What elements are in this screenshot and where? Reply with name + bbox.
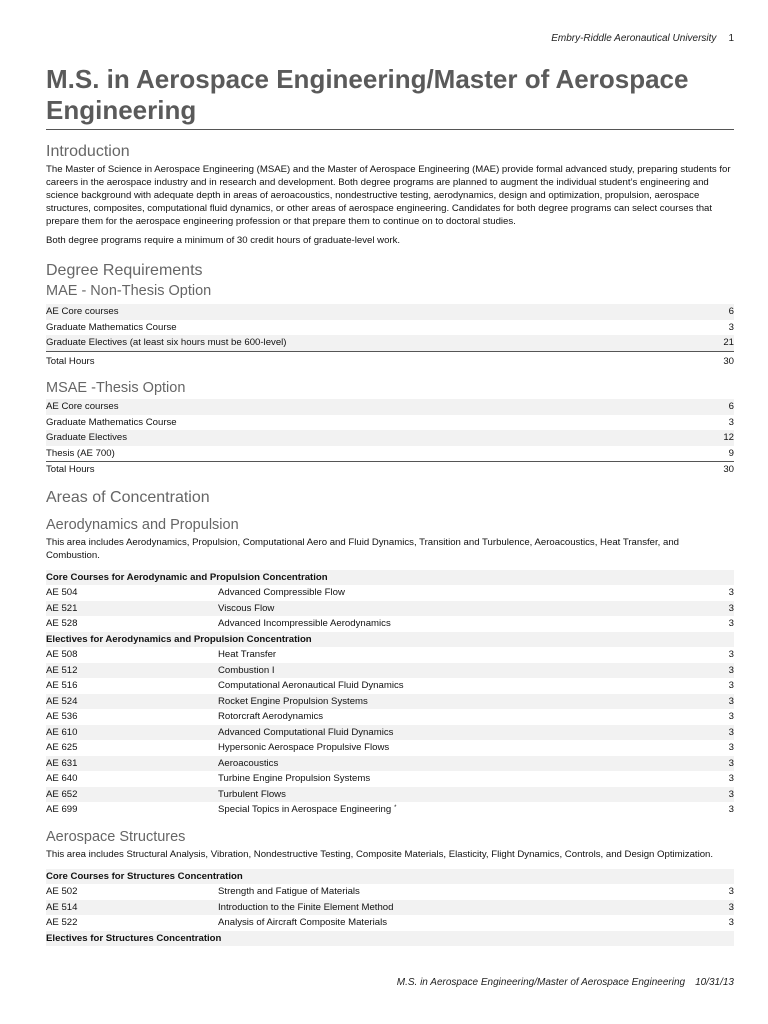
aero-elec-header-row xyxy=(46,632,734,648)
requirement-label: Graduate Mathematics Course xyxy=(46,416,177,428)
course-code: AE 502 xyxy=(46,886,78,897)
course-code: AE 521 xyxy=(46,601,218,617)
course-row xyxy=(46,787,734,803)
course-row xyxy=(46,802,734,818)
course-hours: 3 xyxy=(720,787,734,803)
aero-core-header-row xyxy=(46,570,734,586)
course-name: Hypersonic Aerospace Propulsive Flows xyxy=(218,742,390,753)
course-code: AE 652 xyxy=(46,787,218,803)
course-name: Turbine Engine Propulsion Systems xyxy=(218,773,371,784)
course-row xyxy=(46,694,734,710)
course-hours: 3 xyxy=(720,694,734,710)
course-name: Special Topics in Aerospace Engineering * xyxy=(218,804,397,815)
requirement-row xyxy=(46,335,734,351)
course-row xyxy=(46,771,734,787)
requirement-row xyxy=(46,399,734,415)
course-code: AE 640 xyxy=(46,773,78,784)
mae-total-row xyxy=(46,351,734,369)
course-name: Turbulent Flows xyxy=(218,787,720,803)
course-code: AE 514 xyxy=(46,900,218,916)
course-code: AE 516 xyxy=(46,680,78,691)
aero-core-header: Core Courses for Aerodynamic and Propulsion Concentration xyxy=(46,570,734,586)
page-title: M.S. in Aerospace Engineering/Master of Aerospace Engineering xyxy=(46,64,689,125)
course-code: AE 512 xyxy=(46,663,218,679)
title-divider xyxy=(46,129,734,130)
requirement-row xyxy=(46,304,734,320)
total-label: Total Hours xyxy=(46,351,705,369)
page-number: 1 xyxy=(728,33,734,44)
structures-description: This area includes Structural Analysis, Vibration, Nondestructive Testing, Composite Materials, Elasticity, Flight Dynamics, Controls, and Design Optimization. xyxy=(46,848,714,860)
requirement-row xyxy=(46,415,734,431)
course-hours: 3 xyxy=(728,917,734,928)
requirement-hours: 6 xyxy=(705,304,734,320)
course-hours: 3 xyxy=(728,804,734,815)
course-code: AE 528 xyxy=(46,618,78,629)
requirement-row xyxy=(46,446,734,462)
course-hours: 3 xyxy=(728,649,734,660)
requirement-hours: 3 xyxy=(728,321,734,333)
course-name: Advanced Compressible Flow xyxy=(218,587,345,598)
requirement-label: AE Core courses xyxy=(46,399,682,415)
total-hours: 30 xyxy=(682,462,734,478)
course-code: AE 610 xyxy=(46,725,218,741)
requirement-hours: 12 xyxy=(682,430,734,446)
course-row xyxy=(46,709,734,725)
course-name: Heat Transfer xyxy=(218,649,277,660)
course-row xyxy=(46,915,734,931)
course-row xyxy=(46,616,734,632)
aero-elec-header: Electives for Aerodynamics and Propulsion Concentration xyxy=(46,632,734,648)
course-row xyxy=(46,900,734,916)
requirement-hours: 6 xyxy=(682,399,734,415)
course-row xyxy=(46,740,734,756)
aero-description: This area includes Aerodynamics, Propulsion, Computational Aero and Fluid Dynamics, Transition and Turbulence, Aeroacoustics, Heat Transfer, and Combustion. xyxy=(46,536,679,561)
course-hours: 3 xyxy=(728,680,734,691)
footnote-marker: * xyxy=(394,805,397,811)
requirement-label: Thesis (AE 700) xyxy=(46,447,115,459)
concentrations-heading: Areas of Concentration xyxy=(46,488,210,506)
course-name: Rotorcraft Aerodynamics xyxy=(218,711,324,722)
msae-requirements-table xyxy=(46,399,734,478)
course-hours: 3 xyxy=(720,725,734,741)
degree-requirements-heading: Degree Requirements xyxy=(46,262,203,279)
course-code: AE 524 xyxy=(46,694,218,710)
structures-core-header-row xyxy=(46,869,734,885)
structures-elec-header-row xyxy=(46,931,734,947)
intro-credit-paragraph: Both degree programs require a minimum of 30 credit hours of graduate-level work. xyxy=(46,235,401,246)
course-hours: 3 xyxy=(719,900,734,916)
course-hours: 3 xyxy=(720,756,734,772)
aero-courses-table xyxy=(46,570,734,818)
course-code: AE 625 xyxy=(46,742,78,753)
course-code: AE 699 xyxy=(46,804,78,815)
intro-paragraph: The Master of Science in Aerospace Engineering (MSAE) and the Master of Aerospace Engineering (MAE) provide formal advanced study, preparing students for careers in the aerospace industry and in research and development. Both degree programs are planned to augment the individual student’s engineering and science background with adequate depth in areas of aeroacoustics, nondestructive testing, aerodynamics, design and optimization, propulsion, aerospace structures, composites, computational fluid dynamics, or other areas of aerospace engineering. Candidates for both degree programs can select courses that prepare them for the aerospace engineering profession or that prepare them to continue on to doctoral studies. xyxy=(46,164,731,227)
structures-core-header: Core Courses for Structures Concentration xyxy=(46,869,734,885)
requirement-hours: 3 xyxy=(728,416,734,428)
course-name: Introduction to the Finite Element Method xyxy=(218,900,719,916)
requirement-label: Graduate Electives xyxy=(46,430,682,446)
course-name: Combustion I xyxy=(218,663,720,679)
course-row xyxy=(46,756,734,772)
course-hours: 3 xyxy=(728,742,734,753)
course-name: Analysis of Aircraft Composite Materials xyxy=(218,917,388,928)
total-hours: 30 xyxy=(705,351,734,369)
intro-heading: Introduction xyxy=(46,143,130,160)
course-row xyxy=(46,725,734,741)
footer-title: M.S. in Aerospace Engineering/Master of Aerospace Engineering xyxy=(396,977,686,988)
course-code: AE 504 xyxy=(46,587,78,598)
course-name: Viscous Flow xyxy=(218,601,720,617)
course-code: AE 508 xyxy=(46,649,78,660)
course-row xyxy=(46,601,734,617)
course-name: Aeroacoustics xyxy=(218,756,720,772)
requirement-hours: 9 xyxy=(728,447,734,459)
mae-heading: MAE - Non-Thesis Option xyxy=(46,283,212,299)
total-label: Total Hours xyxy=(46,462,682,478)
course-code: AE 536 xyxy=(46,711,78,722)
requirement-label: Graduate Mathematics Course xyxy=(46,321,177,333)
page-footer xyxy=(397,977,734,988)
page-header xyxy=(551,33,734,44)
course-name: Advanced Incompressible Aerodynamics xyxy=(218,618,391,629)
requirement-label: Graduate Electives (at least six hours must be 600-level) xyxy=(46,335,705,351)
requirement-row xyxy=(46,430,734,446)
course-row xyxy=(46,585,734,601)
document-body xyxy=(46,64,734,946)
course-name: Advanced Computational Fluid Dynamics xyxy=(218,725,720,741)
requirement-hours: 21 xyxy=(705,335,734,351)
msae-heading: MSAE -Thesis Option xyxy=(46,380,186,396)
course-code: AE 522 xyxy=(46,917,78,928)
requirement-row xyxy=(46,320,734,336)
course-hours: 3 xyxy=(728,886,734,897)
structures-elec-header: Electives for Structures Concentration xyxy=(46,931,734,947)
course-name: Computational Aeronautical Fluid Dynamics xyxy=(218,680,404,691)
course-row xyxy=(46,663,734,679)
structures-heading: Aerospace Structures xyxy=(46,828,186,845)
structures-courses-table xyxy=(46,869,734,947)
msae-total-row xyxy=(46,462,734,478)
course-name: Strength and Fatigue of Materials xyxy=(218,886,360,897)
course-hours: 3 xyxy=(728,711,734,722)
course-hours: 3 xyxy=(728,618,734,629)
course-hours: 3 xyxy=(720,663,734,679)
university-name: Embry-Riddle Aeronautical University xyxy=(551,33,717,44)
aero-heading: Aerodynamics and Propulsion xyxy=(46,516,239,533)
course-hours: 3 xyxy=(720,601,734,617)
course-name: Rocket Engine Propulsion Systems xyxy=(218,694,720,710)
course-hours: 3 xyxy=(728,587,734,598)
course-row xyxy=(46,678,734,694)
requirement-label: AE Core courses xyxy=(46,304,705,320)
course-row xyxy=(46,647,734,663)
course-row xyxy=(46,884,734,900)
mae-requirements-table xyxy=(46,304,734,369)
course-code: AE 631 xyxy=(46,756,218,772)
course-hours: 3 xyxy=(728,773,734,784)
footer-date: 10/31/13 xyxy=(695,977,734,988)
